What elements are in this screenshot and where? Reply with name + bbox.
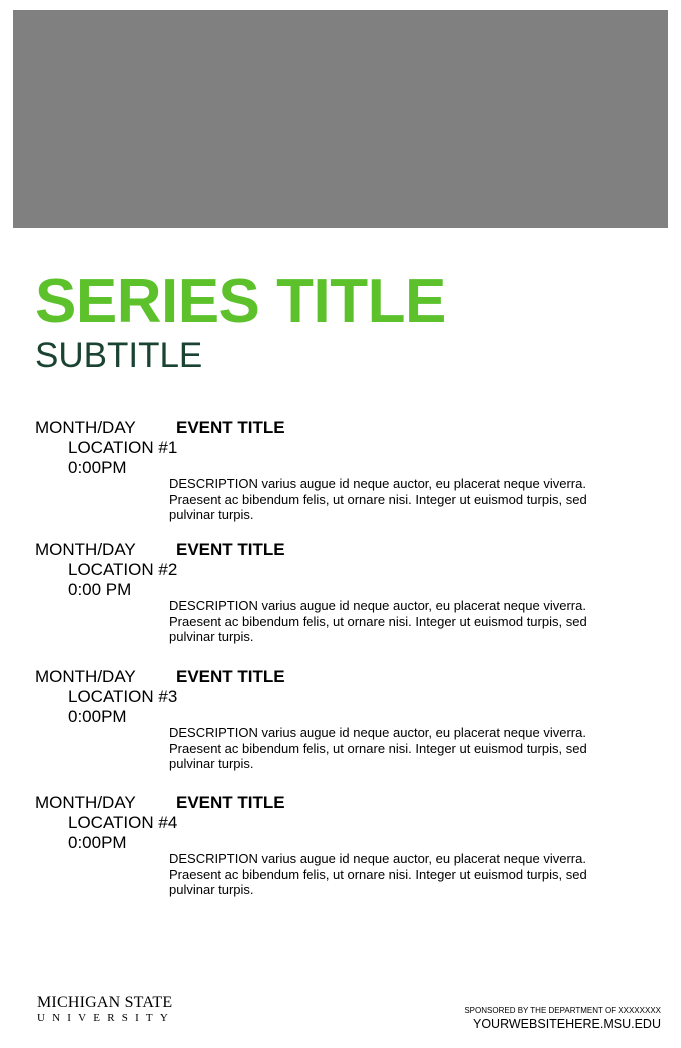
event-description: DESCRIPTION varius augue id neque auctor, eu placerat neque viverra. Praesent ac bibendum felis, ut ornare nisi. Integer ut euismod turpis, sed pulvinar turpis.: [169, 598, 587, 645]
event-item: [35, 793, 655, 913]
logo-wordmark-line2: UNIVERSITY: [37, 1012, 175, 1024]
event-title: EVENT TITLE: [176, 793, 285, 812]
event-date: MONTH/DAY: [35, 793, 136, 812]
logo-wordmark-line1: MICHIGAN STATE: [37, 994, 173, 1011]
event-time: 0:00 PM: [68, 580, 132, 599]
event-date: MONTH/DAY: [35, 540, 136, 559]
event-date: MONTH/DAY: [35, 418, 136, 437]
website-url: YOURWEBSITEHERE.MSU.EDU: [473, 1017, 661, 1031]
hero-image-placeholder: [13, 10, 668, 228]
event-date: MONTH/DAY: [35, 667, 136, 686]
msu-logo: [37, 994, 175, 1025]
event-location: LOCATION #2: [68, 560, 178, 579]
event-description: DESCRIPTION varius augue id neque auctor, eu placerat neque viverra. Praesent ac bibendum felis, ut ornare nisi. Integer ut euismod turpis, sed pulvinar turpis.: [169, 851, 587, 898]
series-title: SERIES TITLE: [35, 267, 446, 336]
event-location: LOCATION #3: [68, 687, 178, 706]
event-time: 0:00PM: [68, 833, 127, 852]
event-location: LOCATION #4: [68, 813, 178, 832]
event-description: DESCRIPTION varius augue id neque auctor, eu placerat neque viverra. Praesent ac bibendum felis, ut ornare nisi. Integer ut euismod turpis, sed pulvinar turpis.: [169, 476, 587, 523]
event-time: 0:00PM: [68, 707, 127, 726]
event-item: [35, 418, 655, 538]
event-item: [35, 540, 655, 660]
event-title: EVENT TITLE: [176, 540, 285, 559]
event-title: EVENT TITLE: [176, 418, 285, 437]
event-item: [35, 667, 655, 787]
event-location: LOCATION #1: [68, 438, 178, 457]
event-time: 0:00PM: [68, 458, 127, 477]
sponsor-text: SPONSORED BY THE DEPARTMENT OF XXXXXXXX: [464, 1006, 661, 1015]
subtitle: SUBTITLE: [35, 336, 203, 375]
event-title: EVENT TITLE: [176, 667, 285, 686]
event-description: DESCRIPTION varius augue id neque auctor, eu placerat neque viverra. Praesent ac bibendum felis, ut ornare nisi. Integer ut euismod turpis, sed pulvinar turpis.: [169, 725, 587, 772]
